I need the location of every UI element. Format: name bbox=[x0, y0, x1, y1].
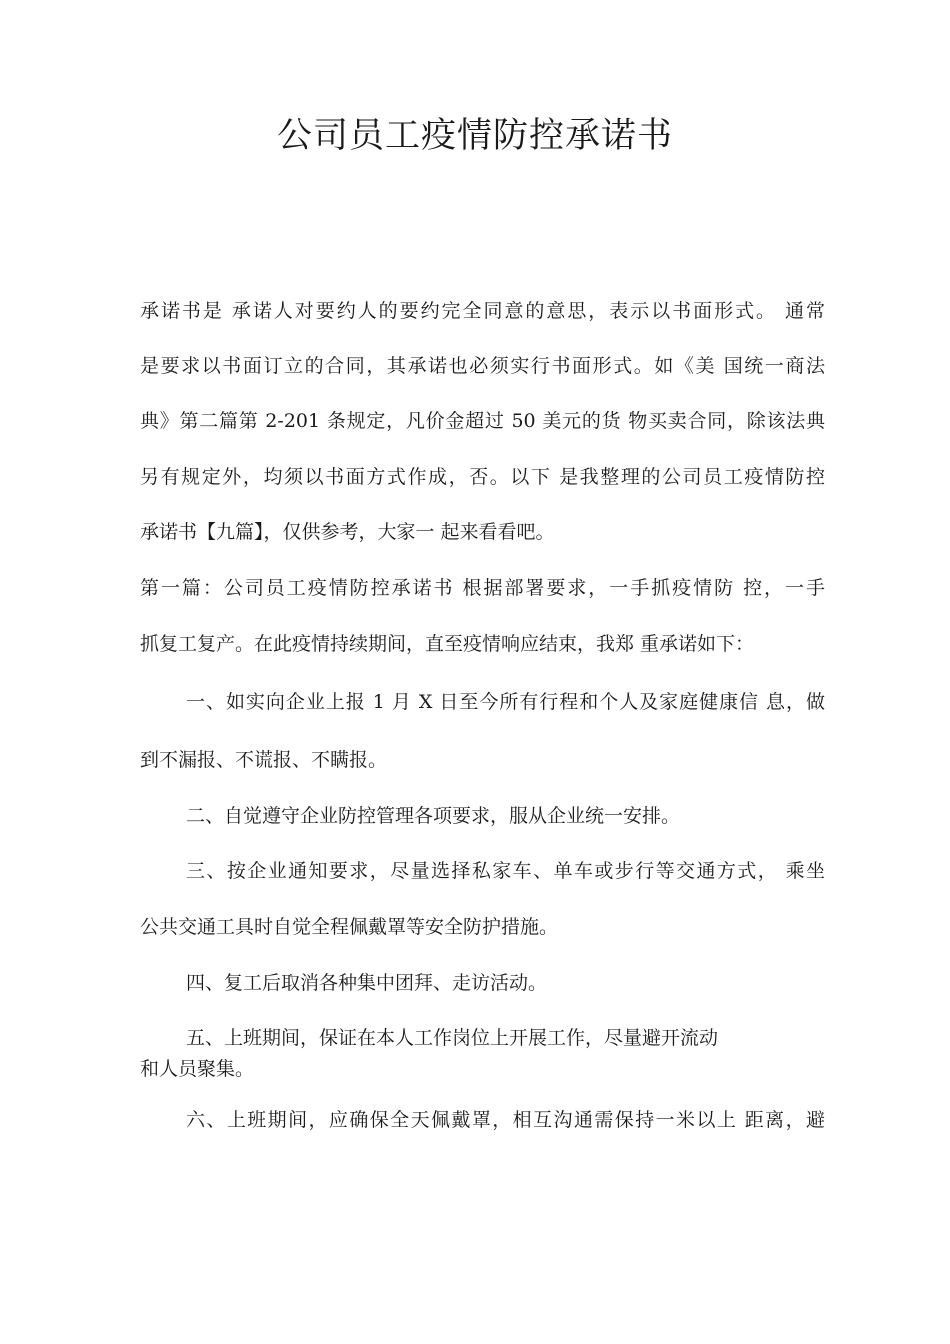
document-title: 公司员工疫情防控承诺书 bbox=[276, 116, 673, 156]
section-one-line-2: 抓复工复产。在此疫情持续期间，直至疫情响应结束，我郑 重承诺如下： bbox=[140, 633, 755, 655]
section-one-line-1: 第一篇：公司员工疫情防控承诺书 根据部署要求，一手抓疫情防 控，一手 bbox=[140, 577, 825, 599]
body-line-1: 承诺书是 承诺人对要约人的要约完全同意的意思，表示以书面形式。 通常 bbox=[140, 300, 825, 322]
item-four: 四、复工后取消各种集中团拜、走访活动。 bbox=[186, 972, 548, 994]
item-three-line-2: 公共交通工具时自觉全程佩戴罩等安全防护措施。 bbox=[140, 916, 559, 938]
item-five-line-2: 和人员聚集。 bbox=[140, 1058, 255, 1080]
item-one-line-2: 到不漏报、不谎报、不瞒报。 bbox=[140, 749, 388, 771]
item-one-line-1: 一、如实向企业上报 1 月 X 日至今所有行程和个人及家庭健康信 息，做 bbox=[186, 691, 825, 713]
body-line-5: 承诺书【九篇】，仅供参考，大家一 起来看看吧。 bbox=[140, 521, 555, 543]
item-three-line-1: 三、按企业通知要求，尽量选择私家车、单车或步行等交通方式， 乘坐 bbox=[186, 860, 825, 882]
item-six-line-1: 六、上班期间，应确保全天佩戴罩，相互沟通需保持一米以上 距离，避 bbox=[186, 1109, 825, 1131]
body-line-3: 典》第二篇第 2-201 条规定，凡价金超过 50 美元的货 物买卖合同，除该法典 bbox=[140, 410, 825, 432]
body-line-4: 另有规定外，均须以书面方式作成，否。以下 是我整理的公司员工疫情防控 bbox=[140, 466, 825, 488]
item-five-line-1: 五、上班期间，保证在本人工作岗位上开展工作，尽量避开流动 bbox=[186, 1027, 719, 1049]
item-two: 二、自觉遵守企业防控管理各项要求，服从企业统一安排。 bbox=[186, 805, 681, 827]
body-line-2: 是要求以书面订立的合同，其承诺也必须实行书面形式。如《美 国统一商法 bbox=[140, 355, 825, 377]
